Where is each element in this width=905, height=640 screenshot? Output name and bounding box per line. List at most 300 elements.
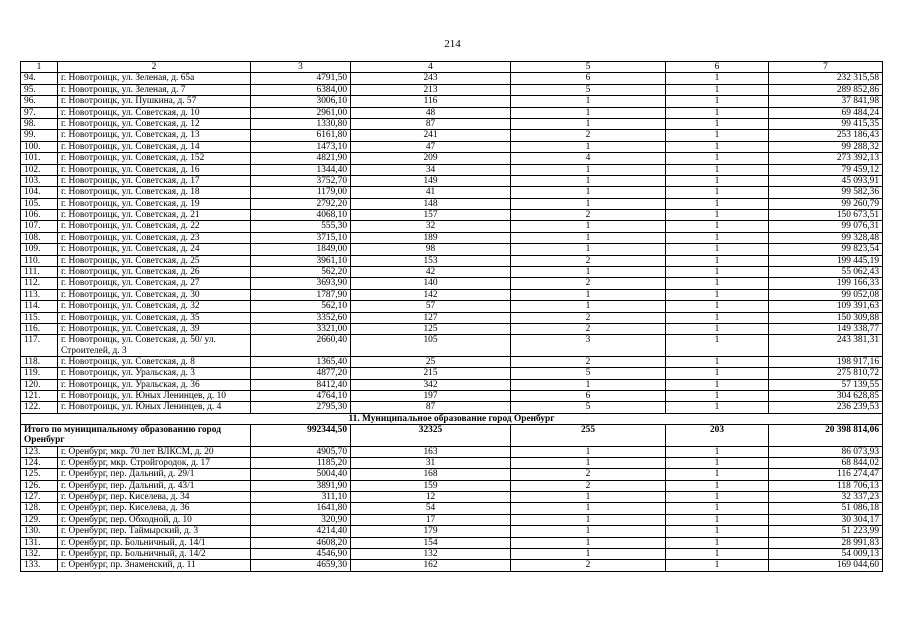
cost-cell: 55 062,43: [769, 267, 883, 278]
col6-cell: 1: [666, 164, 769, 175]
residents-cell: 243: [351, 73, 511, 84]
section-header-row: [21, 413, 883, 424]
residents-cell: 241: [351, 130, 511, 141]
table-row: [21, 446, 883, 457]
table-row: [21, 255, 883, 266]
address-cell: г. Оренбург, пер. Дальний, д. 29/1: [58, 469, 251, 480]
address-cell: г. Новотроицк, ул. Советская, д. 35: [58, 312, 251, 323]
col5-cell: 1: [511, 492, 666, 503]
col6-cell: 1: [666, 526, 769, 537]
table-row: [21, 187, 883, 198]
col5-cell: 2: [511, 469, 666, 480]
residents-cell: 17: [351, 514, 511, 525]
row-number: 95.: [21, 84, 58, 95]
col6-cell: 1: [666, 255, 769, 266]
residents-cell: 32: [351, 221, 511, 232]
column-number: 2: [58, 62, 251, 73]
area-cell: 4905,70: [251, 446, 351, 457]
area-cell: 2795,30: [251, 402, 351, 413]
residents-cell: 105: [351, 335, 511, 356]
residents-cell: 162: [351, 560, 511, 571]
area-cell: 4821,90: [251, 153, 351, 164]
area-cell: 2961,00: [251, 107, 351, 118]
residents-cell: 197: [351, 390, 511, 401]
table-row: [21, 390, 883, 401]
col6-cell: 1: [666, 312, 769, 323]
col5-cell: 2: [511, 480, 666, 491]
col5-cell: 5: [511, 402, 666, 413]
area-cell: 562,10: [251, 301, 351, 312]
area-cell: 1185,20: [251, 457, 351, 468]
row-number: 133.: [21, 560, 58, 571]
col6-cell: 1: [666, 130, 769, 141]
row-number: 105.: [21, 198, 58, 209]
cost-cell: 253 186,43: [769, 130, 883, 141]
total-area: 992344,50: [251, 425, 351, 446]
area-cell: 1365,40: [251, 356, 351, 367]
area-cell: 5004,40: [251, 469, 351, 480]
column-number-row: [21, 62, 883, 73]
col6-cell: 1: [666, 96, 769, 107]
row-number: 110.: [21, 255, 58, 266]
section-title: 11. Муниципальное образование город Оренбург: [21, 413, 883, 424]
address-cell: г. Новотроицк, ул. Советская, д. 32: [58, 301, 251, 312]
row-number: 106.: [21, 210, 58, 221]
col6-cell: 1: [666, 549, 769, 560]
col6-cell: 1: [666, 232, 769, 243]
col6-cell: 1: [666, 153, 769, 164]
row-number: 107.: [21, 221, 58, 232]
address-cell: г. Новотроицк, ул. Советская, д. 27: [58, 278, 251, 289]
cost-cell: 32 337,23: [769, 492, 883, 503]
row-number: 114.: [21, 301, 58, 312]
cost-cell: 99 260,79: [769, 198, 883, 209]
col5-cell: 2: [511, 356, 666, 367]
table-row: [21, 379, 883, 390]
cost-cell: 99 288,32: [769, 141, 883, 152]
col6-cell: 1: [666, 335, 769, 356]
table-row: [21, 323, 883, 334]
table-row: [21, 526, 883, 537]
address-cell: г. Новотроицк, ул. Советская, д. 18: [58, 187, 251, 198]
address-cell: г. Новотроицк, ул. Юных Ленинцев, д. 4: [58, 402, 251, 413]
area-cell: 3321,00: [251, 323, 351, 334]
col6-cell: 1: [666, 503, 769, 514]
total-row: [21, 425, 883, 446]
cost-cell: 30 304,17: [769, 514, 883, 525]
area-cell: 3752,70: [251, 175, 351, 186]
row-number: 126.: [21, 480, 58, 491]
residents-cell: 149: [351, 175, 511, 186]
residents-cell: 159: [351, 480, 511, 491]
table-row: [21, 503, 883, 514]
residents-cell: 87: [351, 402, 511, 413]
cost-cell: 118 706,13: [769, 480, 883, 491]
area-cell: 562,20: [251, 267, 351, 278]
cost-cell: 150 673,51: [769, 210, 883, 221]
residents-cell: 163: [351, 446, 511, 457]
col5-cell: 1: [511, 221, 666, 232]
residents-cell: 87: [351, 118, 511, 129]
area-cell: 3961,10: [251, 255, 351, 266]
col5-cell: 1: [511, 198, 666, 209]
col6-cell: 1: [666, 514, 769, 525]
cost-cell: 51 086,18: [769, 503, 883, 514]
address-cell: г. Оренбург, пр. Больничный, д. 14/1: [58, 537, 251, 548]
area-cell: 8412,40: [251, 379, 351, 390]
table-row: [21, 549, 883, 560]
address-cell: г. Новотроицк, ул. Советская, д. 17: [58, 175, 251, 186]
table-row: [21, 457, 883, 468]
residents-cell: 48: [351, 107, 511, 118]
table-row: [21, 368, 883, 379]
col5-cell: 1: [511, 503, 666, 514]
col5-cell: 1: [511, 457, 666, 468]
cost-cell: 199 445,19: [769, 255, 883, 266]
area-cell: 1787,90: [251, 289, 351, 300]
cost-cell: 28 991,83: [769, 537, 883, 548]
table-row: [21, 312, 883, 323]
address-cell: г. Новотроицк, ул. Уральская, д. 3: [58, 368, 251, 379]
row-number: 109.: [21, 244, 58, 255]
area-cell: 4791,50: [251, 73, 351, 84]
cost-cell: 99 582,36: [769, 187, 883, 198]
cost-cell: 275 810,72: [769, 368, 883, 379]
cost-cell: 236 239,53: [769, 402, 883, 413]
address-cell: г. Новотроицк, ул. Советская, д. 13: [58, 130, 251, 141]
col5-cell: 1: [511, 526, 666, 537]
table-row: [21, 210, 883, 221]
col6-cell: 1: [666, 267, 769, 278]
row-number: 116.: [21, 323, 58, 334]
residents-cell: 12: [351, 492, 511, 503]
col5-cell: 1: [511, 537, 666, 548]
area-cell: 3715,10: [251, 232, 351, 243]
area-cell: 4659,30: [251, 560, 351, 571]
cost-cell: 86 073,93: [769, 446, 883, 457]
col5-cell: 1: [511, 118, 666, 129]
residents-cell: 57: [351, 301, 511, 312]
address-cell: г. Новотроицк, ул. Советская, д. 50/ ул. Строителей, д. 3: [58, 335, 251, 356]
col6-cell: 1: [666, 278, 769, 289]
col6-cell: 1: [666, 118, 769, 129]
column-number: 7: [769, 62, 883, 73]
row-number: 132.: [21, 549, 58, 560]
col5-cell: 1: [511, 96, 666, 107]
col5-cell: 1: [511, 175, 666, 186]
address-cell: г. Новотроицк, ул. Советская, д. 21: [58, 210, 251, 221]
address-cell: г. Новотроицк, ул. Советская, д. 22: [58, 221, 251, 232]
cost-cell: 109 391,63: [769, 301, 883, 312]
col6-cell: 1: [666, 446, 769, 457]
row-number: 99.: [21, 130, 58, 141]
col5-cell: 6: [511, 73, 666, 84]
col6-cell: 1: [666, 141, 769, 152]
area-cell: 2792,20: [251, 198, 351, 209]
col5-cell: 5: [511, 368, 666, 379]
row-number: 104.: [21, 187, 58, 198]
row-number: 118.: [21, 356, 58, 367]
table-row: [21, 244, 883, 255]
area-cell: 1641,80: [251, 503, 351, 514]
table-row: [21, 84, 883, 95]
col5-cell: 1: [511, 289, 666, 300]
table-row: [21, 560, 883, 571]
residents-cell: 47: [351, 141, 511, 152]
table-row: [21, 96, 883, 107]
col5-cell: 3: [511, 335, 666, 356]
address-cell: г. Оренбург, мкр. 70 лет ВЛКСМ, д. 20: [58, 446, 251, 457]
row-number: 119.: [21, 368, 58, 379]
cost-cell: 198 917,16: [769, 356, 883, 367]
address-cell: г. Оренбург, пер. Киселева, д. 34: [58, 492, 251, 503]
col5-cell: 1: [511, 379, 666, 390]
col6-cell: 1: [666, 221, 769, 232]
address-cell: г. Новотроицк, ул. Советская, д. 14: [58, 141, 251, 152]
row-number: 103.: [21, 175, 58, 186]
cost-cell: 99 076,31: [769, 221, 883, 232]
residents-cell: 34: [351, 164, 511, 175]
total-residents: 32325: [351, 425, 511, 446]
area-cell: 4214,40: [251, 526, 351, 537]
residents-cell: 31: [351, 457, 511, 468]
col5-cell: 2: [511, 278, 666, 289]
page-number: 214: [444, 38, 461, 50]
col5-cell: 1: [511, 514, 666, 525]
cost-cell: 169 044,60: [769, 560, 883, 571]
col5-cell: 2: [511, 560, 666, 571]
table-row: [21, 492, 883, 503]
col6-cell: 1: [666, 289, 769, 300]
col6-cell: 1: [666, 198, 769, 209]
table-row: [21, 480, 883, 491]
area-cell: 4764,10: [251, 390, 351, 401]
col6-cell: 1: [666, 244, 769, 255]
residents-cell: 215: [351, 368, 511, 379]
area-cell: 1849,00: [251, 244, 351, 255]
row-number: 121.: [21, 390, 58, 401]
area-cell: 6384,00: [251, 84, 351, 95]
col6-cell: 1: [666, 356, 769, 367]
area-cell: 6161,80: [251, 130, 351, 141]
cost-cell: 289 852,86: [769, 84, 883, 95]
row-number: 129.: [21, 514, 58, 525]
table-row: [21, 232, 883, 243]
col5-cell: 1: [511, 232, 666, 243]
residents-cell: 153: [351, 255, 511, 266]
address-cell: г. Новотроицк, ул. Советская, д. 24: [58, 244, 251, 255]
residents-cell: 342: [351, 379, 511, 390]
residents-cell: 54: [351, 503, 511, 514]
col6-cell: 1: [666, 457, 769, 468]
table-row: [21, 469, 883, 480]
cost-cell: 79 459,12: [769, 164, 883, 175]
table-row: [21, 335, 883, 356]
col5-cell: 1: [511, 141, 666, 152]
area-cell: 2660,40: [251, 335, 351, 356]
cost-cell: 243 381,31: [769, 335, 883, 356]
cost-cell: 199 166,33: [769, 278, 883, 289]
table-row: [21, 153, 883, 164]
residents-cell: 25: [351, 356, 511, 367]
table-row: [21, 107, 883, 118]
address-cell: г. Новотроицк, ул. Советская, д. 19: [58, 198, 251, 209]
col5-cell: 2: [511, 323, 666, 334]
area-cell: 3006,10: [251, 96, 351, 107]
row-number: 101.: [21, 153, 58, 164]
table-row: [21, 289, 883, 300]
cost-cell: 99 052,08: [769, 289, 883, 300]
column-number: 3: [251, 62, 351, 73]
col5-cell: 1: [511, 267, 666, 278]
cost-cell: 99 823,54: [769, 244, 883, 255]
col5-cell: 1: [511, 549, 666, 560]
address-cell: г. Новотроицк, ул. Советская, д. 10: [58, 107, 251, 118]
col6-cell: 1: [666, 390, 769, 401]
residents-cell: 127: [351, 312, 511, 323]
row-number: 98.: [21, 118, 58, 129]
register-table-body: [21, 62, 883, 572]
col6-cell: 1: [666, 175, 769, 186]
col5-cell: 1: [511, 301, 666, 312]
area-cell: 4546,90: [251, 549, 351, 560]
address-cell: г. Новотроицк, ул. Советская, д. 26: [58, 267, 251, 278]
residents-cell: 41: [351, 187, 511, 198]
address-cell: г. Оренбург, пер. Киселева, д. 36: [58, 503, 251, 514]
total-label: Итого по муниципальному образованию город Оренбург: [21, 425, 251, 446]
total-col5: 255: [511, 425, 666, 446]
address-cell: г. Оренбург, пер. Обходной, д. 10: [58, 514, 251, 525]
row-number: 94.: [21, 73, 58, 84]
row-number: 122.: [21, 402, 58, 413]
residents-cell: 209: [351, 153, 511, 164]
table-row: [21, 301, 883, 312]
column-number: 4: [351, 62, 511, 73]
table-row: [21, 514, 883, 525]
cost-cell: 304 628,85: [769, 390, 883, 401]
col5-cell: 6: [511, 390, 666, 401]
residents-cell: 168: [351, 469, 511, 480]
col5-cell: 1: [511, 244, 666, 255]
address-cell: г. Новотроицк, ул. Зеленая, д. 65а: [58, 73, 251, 84]
total-cost: 20 398 814,06: [769, 425, 883, 446]
table-row: [21, 130, 883, 141]
row-number: 127.: [21, 492, 58, 503]
column-number: 6: [666, 62, 769, 73]
table-row: [21, 356, 883, 367]
col5-cell: 1: [511, 164, 666, 175]
col5-cell: 2: [511, 130, 666, 141]
area-cell: 4608,20: [251, 537, 351, 548]
col6-cell: 1: [666, 323, 769, 334]
address-cell: г. Новотроицк, ул. Советская, д. 30: [58, 289, 251, 300]
col5-cell: 2: [511, 255, 666, 266]
register-table: [20, 61, 883, 572]
row-number: 128.: [21, 503, 58, 514]
col6-cell: 1: [666, 492, 769, 503]
cost-cell: 51 223,99: [769, 526, 883, 537]
address-cell: г. Оренбург, пр. Знаменский, д. 11: [58, 560, 251, 571]
cost-cell: 37 841,98: [769, 96, 883, 107]
col5-cell: 1: [511, 187, 666, 198]
col6-cell: 1: [666, 210, 769, 221]
area-cell: 1330,80: [251, 118, 351, 129]
col5-cell: 1: [511, 446, 666, 457]
area-cell: 3352,60: [251, 312, 351, 323]
address-cell: г. Новотроицк, ул. Зеленая, д. 7: [58, 84, 251, 95]
table-row: [21, 118, 883, 129]
cost-cell: 232 315,58: [769, 73, 883, 84]
col6-cell: 1: [666, 560, 769, 571]
address-cell: г. Оренбург, пр. Больничный, д. 14/2: [58, 549, 251, 560]
row-number: 124.: [21, 457, 58, 468]
table-row: [21, 402, 883, 413]
row-number: 102.: [21, 164, 58, 175]
address-cell: г. Оренбург, пер. Дальний, д. 43/1: [58, 480, 251, 491]
area-cell: 4877,20: [251, 368, 351, 379]
row-number: 120.: [21, 379, 58, 390]
table-row: [21, 537, 883, 548]
area-cell: 1179,00: [251, 187, 351, 198]
col5-cell: 4: [511, 153, 666, 164]
row-number: 125.: [21, 469, 58, 480]
row-number: 115.: [21, 312, 58, 323]
row-number: 123.: [21, 446, 58, 457]
col6-cell: 1: [666, 107, 769, 118]
area-cell: 555,30: [251, 221, 351, 232]
table-row: [21, 73, 883, 84]
table-row: [21, 175, 883, 186]
residents-cell: 189: [351, 232, 511, 243]
column-number: 5: [511, 62, 666, 73]
row-number: 100.: [21, 141, 58, 152]
col5-cell: 2: [511, 312, 666, 323]
area-cell: 1473,10: [251, 141, 351, 152]
address-cell: г. Новотроицк, ул. Юных Ленинцев, д. 10: [58, 390, 251, 401]
residents-cell: 157: [351, 210, 511, 221]
cost-cell: 99 328,48: [769, 232, 883, 243]
cost-cell: 116 274,47: [769, 469, 883, 480]
row-number: 131.: [21, 537, 58, 548]
col6-cell: 1: [666, 537, 769, 548]
row-number: 117.: [21, 335, 58, 356]
area-cell: 320,90: [251, 514, 351, 525]
area-cell: 3891,90: [251, 480, 351, 491]
cost-cell: 57 139,55: [769, 379, 883, 390]
table-row: [21, 164, 883, 175]
area-cell: 311,10: [251, 492, 351, 503]
row-number: 96.: [21, 96, 58, 107]
cost-cell: 273 392,13: [769, 153, 883, 164]
row-number: 97.: [21, 107, 58, 118]
col6-cell: 1: [666, 469, 769, 480]
residents-cell: 42: [351, 267, 511, 278]
cost-cell: 68 844,02: [769, 457, 883, 468]
address-cell: г. Новотроицк, ул. Советская, д. 152: [58, 153, 251, 164]
col6-cell: 1: [666, 402, 769, 413]
row-number: 130.: [21, 526, 58, 537]
cost-cell: 149 338,77: [769, 323, 883, 334]
row-number: 113.: [21, 289, 58, 300]
residents-cell: 98: [351, 244, 511, 255]
row-number: 112.: [21, 278, 58, 289]
residents-cell: 154: [351, 537, 511, 548]
address-cell: г. Новотроицк, ул. Советская, д. 8: [58, 356, 251, 367]
table-row: [21, 267, 883, 278]
address-cell: г. Новотроицк, ул. Уральская, д. 36: [58, 379, 251, 390]
col6-cell: 1: [666, 187, 769, 198]
residents-cell: 116: [351, 96, 511, 107]
